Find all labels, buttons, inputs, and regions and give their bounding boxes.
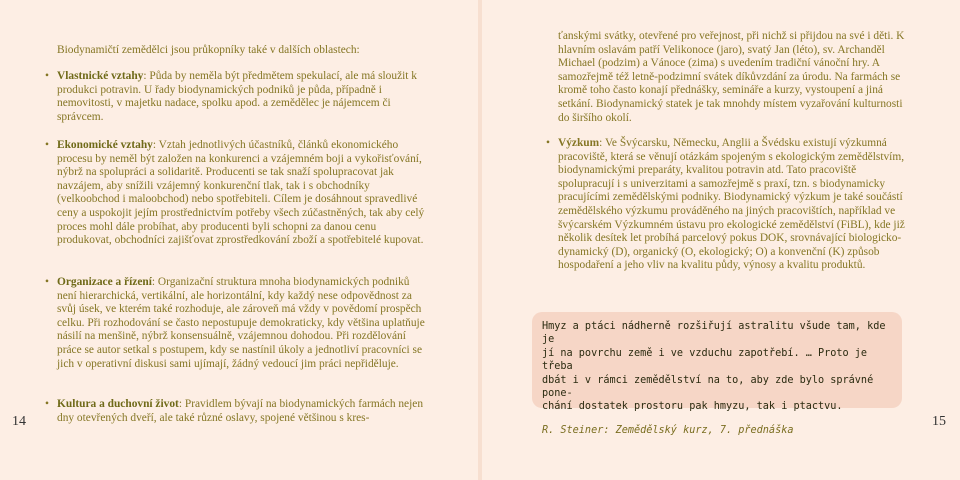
bullet-icon: • bbox=[546, 137, 550, 149]
bullet-icon: • bbox=[45, 398, 49, 410]
item-title: Výzkum bbox=[558, 137, 600, 149]
item-title: Ekonomické vztahy bbox=[57, 139, 153, 151]
page-number-left: 14 bbox=[12, 414, 26, 429]
item-text: : Pravidlem bývají na biodynamických farmách nejen dny otevřených dveří, ale také různé oslavy, spojené většinou s kres- bbox=[57, 398, 424, 424]
list-item-ownership bbox=[45, 70, 427, 124]
list-item-culture bbox=[45, 398, 427, 425]
item-title: Organizace a řízení bbox=[57, 276, 152, 288]
bullet-icon: • bbox=[45, 276, 49, 288]
list-item-organization bbox=[45, 276, 427, 371]
item-text: : Vztah jednotlivých účastníků, článků ekonomického procesu by neměl být založen na konkurenci a vzájemném boji a vykořisťování, nýbrž na spolupráci a solidaritě. Producenti se tak snaží spolupracovat jak navzájem, aby snížili vzájemný konkurenční tlak, tak i s obchodníky (velkoobchod i maloobchod) nebo spotřebiteli. Cílem je dosáhnout spravedlivé ceny a uspokojit jejím prostřednictvím potřeby všech zúčastněných, tak aby celý proces mohl dále probíhat, aby producenti byli schopni za danou cenu produkovat, obchodníci zajišťovat zprostředkování zboží a spotřebitelé kupovat. bbox=[57, 139, 425, 247]
page-gutter bbox=[478, 0, 482, 480]
list-item-research bbox=[546, 137, 908, 273]
item-text: : Půda by neměla být předmětem spekulací, ale má sloužit k produkci potravin. U řady biodynamických podniků je půda, případně i nemovitosti, v majetku nadace, spolku apod. a zemědělec je nájemcem či správcem. bbox=[57, 70, 418, 123]
bullet-icon: • bbox=[45, 70, 49, 82]
page-number-right: 15 bbox=[932, 414, 946, 429]
quote-source: R. Steiner: Zemědělský kurz, 7. přednáška bbox=[542, 424, 794, 436]
continuation-text: ťanskými svátky, otevřené pro veřejnost, při nichž si přijdou na své i děti. K hlavním oslavám patří Velikonoce (jaro), svatý Jan (léto), sv. Archanděl Michael (podzim) a Vánoce (zima) s uvedením tradiční vánoční hry. A samozřejmě též letně-podzimní svátek díkůvzdání za úrodu. Na farmách se kromě toho často konají přednášky, semináře a kurzy, vystoupení a jiná setkání. Biodynamický statek je tak mnohdy místem vyzařování kulturnosti do širšího okolí. bbox=[558, 30, 905, 124]
item-title: Vlastnické vztahy bbox=[57, 70, 144, 82]
quote-box bbox=[532, 312, 902, 436]
item-text: : Organizační struktura mnoha biodynamických podniků není hierarchická, vertikální, ale horizontální, kdy každý nese odpovědnost za svůj úsek, ve kterém také rozhoduje, ale zároveň má vždy v povědomí prospěch celku. Při rozhodování se často nepostupuje demokraticky, kdy většina uplatňuje násilí na menšině, nýbrž konsensuálně, vzájemnou dohodou. Při rozdělování práce se autor setkal s postupem, kdy se nastínil úkoly a jednotliví pracovníci se jich v operativní diskusi sami ujímají, žádný vedoucí jim práci nepřiděluje. bbox=[57, 276, 425, 370]
list-item-economic bbox=[45, 139, 427, 248]
bullet-icon: • bbox=[45, 139, 49, 151]
item-text: : Ve Švýcarsku, Německu, Anglii a Švédsku existují výzkumná pracoviště, která se věnují otázkám spojeným s ekologickým zemědělstvím, biodynamickými preparáty, kvalitou potravin atd. Tato pracoviště spolupracují i s univerzitami a samozřejmě s praxí, tzn. s biodynamicky pracujícími zemědělskými podniky. Biodynamický výzkum je také součástí zemědělského výzkumu prováděného na jiných pracovištích, například ve švýcarském Výzkumném ústavu pro ekologické zemědělství (FiBL), kde již několik desítek let probíhá parcelový pokus DOK, srovnávající biologicko-dynamický (D), organický (O, ekologický; O) a konvenční (K) způsob hospodaření a jeho vliv na kvalitu půdy, výnosy a kvalitu produktů. bbox=[558, 137, 905, 272]
item-title: Kultura a duchovní život bbox=[57, 398, 179, 410]
quote-text: Hmyz a ptáci nádherně rozšiřují astralitu všude tam, kde je jí na povrchu země i ve vzduchu zapotřebí. … Proto je třeba dbát i v rámci zemědělství na to, aby zde bylo správné pone- chání dostatek prostoru pak hmyzu, tak i ptactvu. bbox=[542, 321, 886, 413]
intro-text: Biodynamičtí zemědělci jsou průkopníky také v dalších oblastech: bbox=[57, 44, 360, 56]
